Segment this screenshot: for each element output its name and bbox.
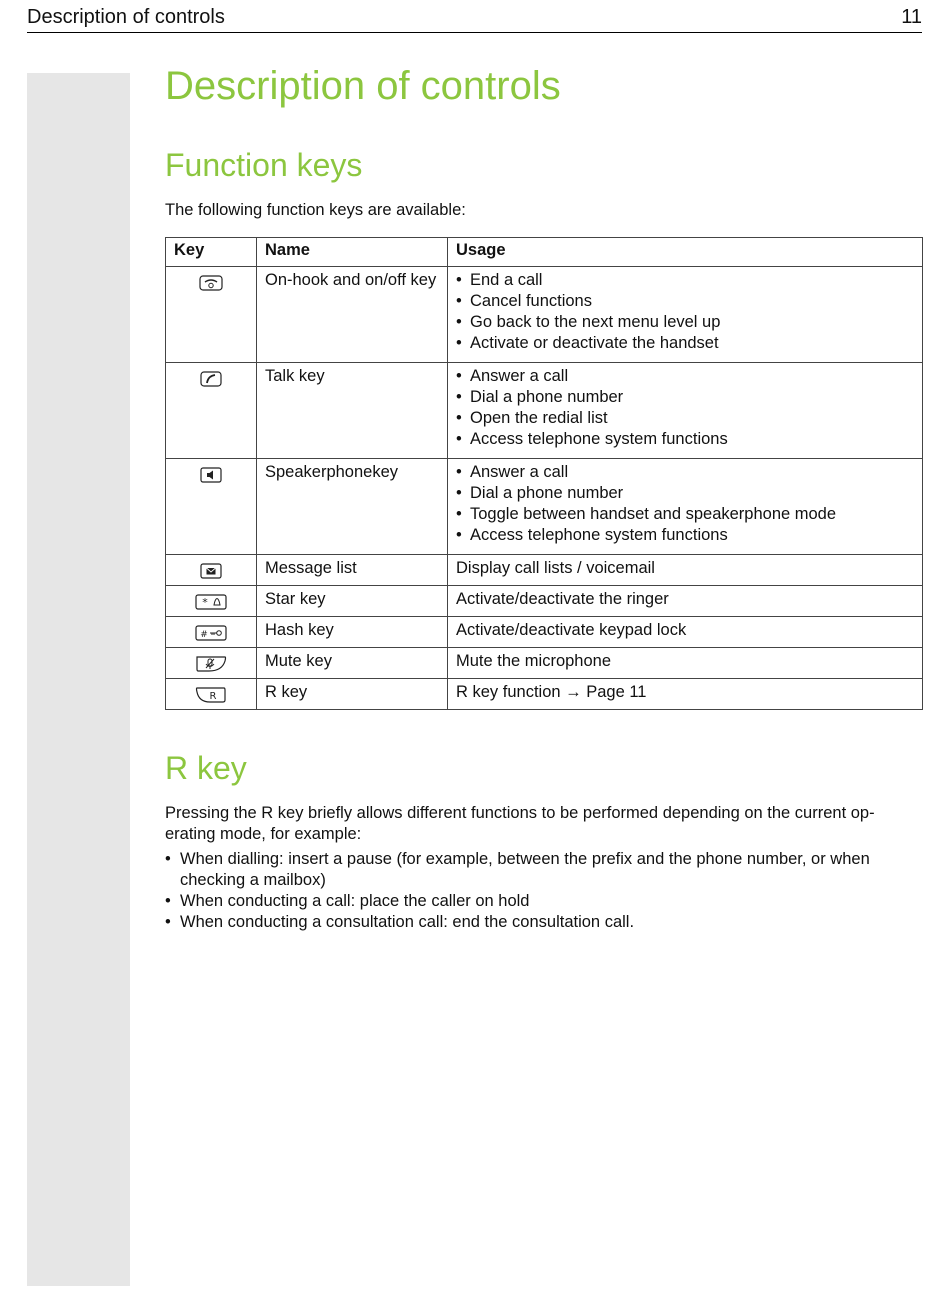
key-usage — [448, 459, 923, 555]
list-item: • When conducting a call: place the caller on hold — [165, 891, 923, 912]
key-usage: Mute the microphone — [448, 648, 923, 679]
column-header-name: Name — [257, 238, 448, 267]
mute-key-icon — [195, 655, 227, 673]
hash-key-icon — [195, 625, 227, 641]
key-cell — [166, 586, 257, 617]
table-row — [166, 555, 923, 586]
on-hook-key-icon — [199, 275, 223, 291]
speakerphone-key-icon — [200, 467, 222, 483]
key-usage — [448, 267, 923, 363]
key-usage: Activate/deactivate keypad lock — [448, 617, 923, 648]
r-key-paragraph-line: erating mode, for example: — [165, 825, 362, 843]
talk-key-icon — [200, 371, 222, 387]
r-key-paragraph — [165, 803, 923, 845]
table-row — [166, 648, 923, 679]
side-bar — [27, 73, 130, 1286]
table-row — [166, 679, 923, 710]
table-header-row — [166, 238, 923, 267]
key-cell — [166, 459, 257, 555]
key-cell — [166, 363, 257, 459]
star-key-icon — [195, 594, 227, 610]
usage-item: • Activate or deactivate the handset — [456, 333, 914, 354]
key-cell — [166, 267, 257, 363]
svg-text:#: # — [200, 629, 208, 640]
svg-text:R: R — [209, 690, 217, 702]
r-key-list — [165, 849, 923, 933]
usage-item: • Go back to the next menu level up — [456, 312, 914, 333]
usage-item: • Cancel functions — [456, 291, 914, 312]
usage-item: • End a call — [456, 270, 914, 291]
key-cell — [166, 679, 257, 710]
key-name: Speakerphonekey — [257, 459, 448, 555]
page-content — [165, 60, 923, 933]
function-keys-heading: Function keys — [165, 147, 363, 183]
table-row — [166, 586, 923, 617]
key-name: Hash key — [257, 617, 448, 648]
key-name: Talk key — [257, 363, 448, 459]
r-key-icon — [195, 686, 227, 704]
table-row — [166, 363, 923, 459]
table-row — [166, 617, 923, 648]
key-name: On-hook and on/off key — [257, 267, 448, 363]
key-usage: R key function → Page 11 — [448, 679, 923, 710]
usage-item: • Answer a call — [456, 462, 914, 483]
running-header — [27, 6, 922, 33]
table-row — [166, 267, 923, 363]
table-row — [166, 459, 923, 555]
key-name: R key — [257, 679, 448, 710]
key-usage: Activate/deactivate the ringer — [448, 586, 923, 617]
list-item: • When conducting a consultation call: end the consultation call. — [165, 912, 923, 933]
key-usage — [448, 363, 923, 459]
message-list-key-icon — [200, 563, 222, 579]
usage-item: • Access telephone system functions — [456, 525, 914, 546]
usage-item: • Access telephone system functions — [456, 429, 914, 450]
key-name: Mute key — [257, 648, 448, 679]
usage-item: • Open the redial list — [456, 408, 914, 429]
key-cell — [166, 648, 257, 679]
usage-item: • Dial a phone number — [456, 483, 914, 504]
key-name: Message list — [257, 555, 448, 586]
usage-item: • Toggle between handset and speakerphone mode — [456, 504, 914, 525]
list-item: • When dialling: insert a pause (for example, between the prefix and the phone number, or when checking a mailbox) — [165, 849, 923, 891]
key-name: Star key — [257, 586, 448, 617]
page-number: 11 — [901, 6, 922, 28]
usage-item: • Dial a phone number — [456, 387, 914, 408]
r-key-heading: R key — [165, 750, 247, 786]
key-usage: Display call lists / voicemail — [448, 555, 923, 586]
key-cell — [166, 555, 257, 586]
key-cell — [166, 617, 257, 648]
page-title: Description of controls — [165, 64, 561, 108]
function-keys-intro: The following function keys are available: — [165, 201, 466, 219]
column-header-key: Key — [166, 238, 257, 267]
usage-item: • Answer a call — [456, 366, 914, 387]
svg-text:*: * — [202, 595, 208, 609]
function-keys-table — [165, 237, 923, 710]
column-header-usage: Usage — [448, 238, 923, 267]
running-header-title: Description of controls — [27, 6, 225, 28]
r-key-paragraph-line: Pressing the R key briefly allows different functions to be performed depending on the current op- — [165, 804, 875, 822]
